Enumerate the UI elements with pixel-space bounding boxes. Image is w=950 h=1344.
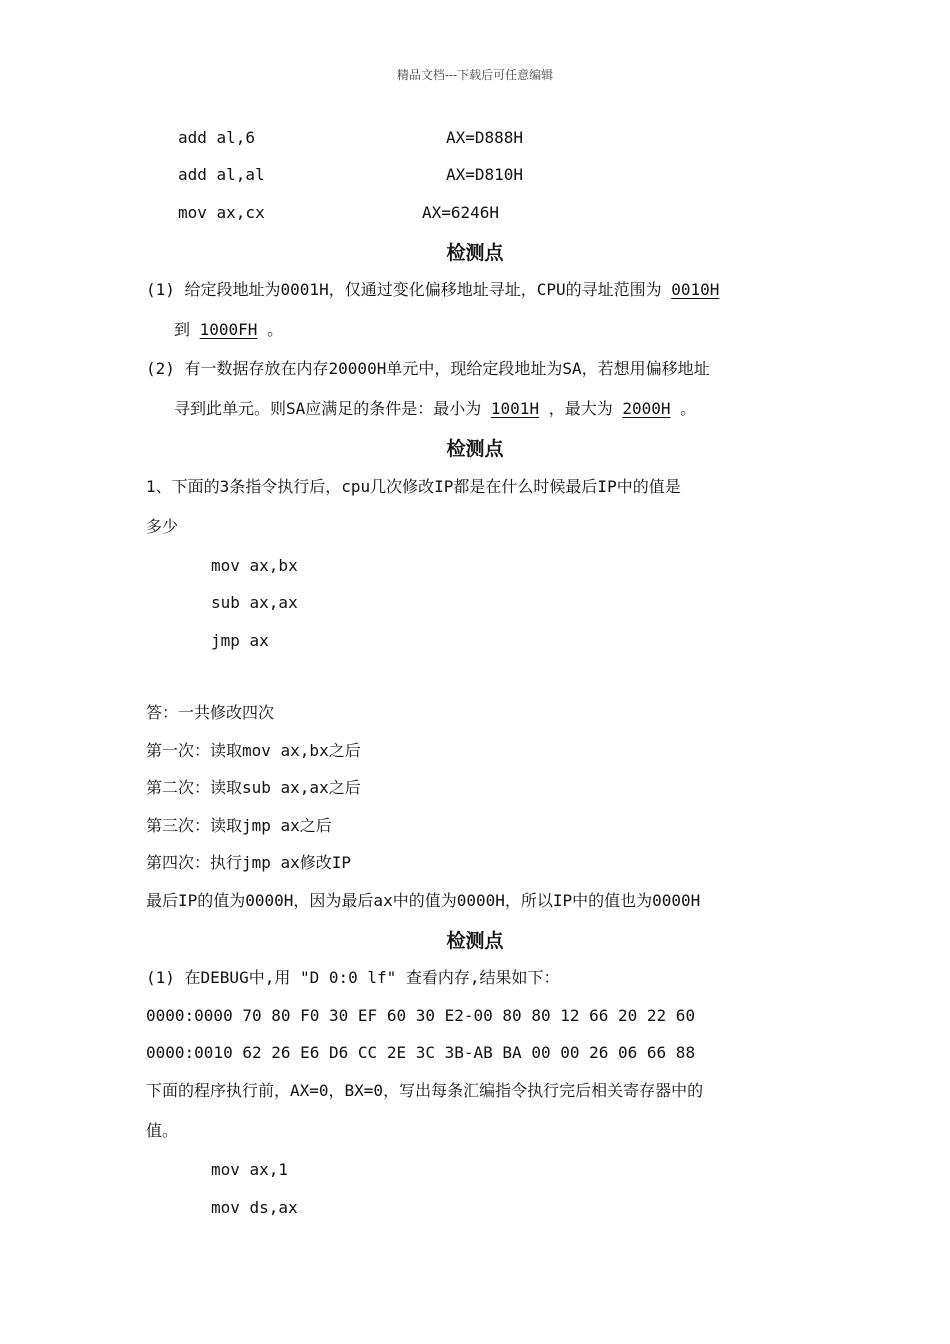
code-result: AX=D888H [446,128,524,147]
answer-blank: 1000FH [199,320,258,339]
memory-dump-line: 0000:0010 62 26 E6 D6 CC 2E 3C 3B-AB BA 00 00 26 06 66 88 [146,1043,696,1062]
answer-line: 第三次：读取jmp ax之后 [146,816,332,835]
code-line: mov ax,1 [211,1160,289,1179]
answer-line: 答：一共修改四次 [146,703,275,722]
question-text: 。 [670,399,697,418]
question-line: 多少 [146,517,179,536]
section-title: 检测点 [446,930,504,952]
code-result: AX=D810H [446,165,524,184]
question-line [174,320,283,340]
section-title: 检测点 [446,438,504,460]
question-text: 。 [257,320,284,339]
code-line: mov ax,cx [178,203,265,222]
memory-dump-line: 0000:0000 70 80 F0 30 EF 60 30 E2-00 80 80 12 66 20 22 60 [146,1006,696,1025]
code-line: jmp ax [211,631,269,650]
code-result: AX=6246H [422,203,500,222]
section-title: 检测点 [446,242,504,264]
question-line: (1) 在DEBUG中,用 "D 0:0 lf" 查看内存,结果如下： [146,968,560,987]
answer-line: 第二次：读取sub ax,ax之后 [146,778,361,797]
question-text: 寻到此单元。则SA应满足的条件是：最小为 [174,399,491,418]
question-text: ，最大为 [539,399,623,418]
page-header: 精品文档---下载后可任意编辑 [396,68,554,82]
answer-blank: 1001H [490,399,540,418]
code-line: add al,6 [178,128,256,147]
question-line: (2) 有一数据存放在内存20000H单元中，现给定段地址为SA，若想用偏移地址 [146,359,710,378]
answer-line: 第一次：读取mov ax,bx之后 [146,741,361,760]
answer-line: 第四次：执行jmp ax修改IP [146,853,352,872]
answer-blank: 2000H [622,399,671,418]
answer-line: 最后IP的值为0000H，因为最后ax中的值为0000H，所以IP中的值也为0000H [146,891,701,910]
question-line: 1、下面的3条指令执行后，cpu几次修改IP都是在什么时候最后IP中的值是 [146,477,681,496]
code-line: add al,al [178,165,265,184]
answer-blank: 0010H [671,280,720,299]
question-line: 下面的程序执行前，AX=0，BX=0，写出每条汇编指令执行完后相关寄存器中的 [146,1081,704,1100]
code-line: sub ax,ax [211,593,298,612]
code-line: mov ds,ax [211,1198,298,1217]
question-line [174,399,696,419]
question-text: 到 [174,320,200,339]
question-line: 值。 [146,1121,179,1140]
question-line [146,280,719,300]
question-text: (1) 给定段地址为0001H，仅通过变化偏移地址寻址，CPU的寻址范围为 [146,280,672,299]
code-line: mov ax,bx [211,556,298,575]
